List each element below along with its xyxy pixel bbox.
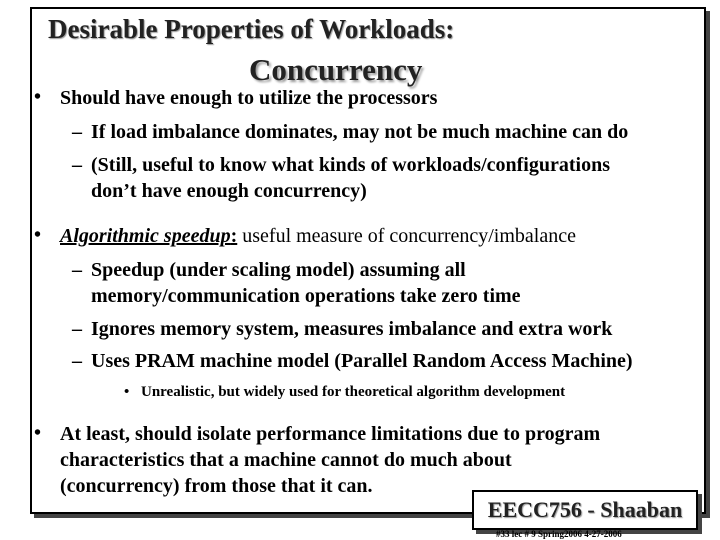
bullet-1-sub-2b: don’t have enough concurrency) — [91, 180, 367, 202]
bullet-marker: • — [34, 422, 42, 444]
bullet-2-sub-1b: memory/communication operations take zero time — [91, 285, 521, 307]
bullet-2-rest: useful measure of concurrency/imbalance — [237, 225, 576, 247]
slide-subtitle: Concurrency — [249, 52, 423, 87]
bullet-2-sub-3-detail: Unrealistic, but widely used for theoretical algorithm development — [141, 384, 566, 400]
bullet-2-term: Algorithmic speedup — [60, 225, 231, 247]
bullet-3-line-2: characteristics that a machine cannot do much about — [60, 449, 512, 471]
course-badge: EECC756 - Shaaban — [472, 490, 698, 530]
dash-marker: – — [72, 259, 82, 281]
dash-marker: – — [72, 318, 82, 340]
dash-marker: – — [72, 350, 82, 372]
bullet-3-line-1: At least, should isolate performance limitations due to program — [60, 423, 601, 445]
slide-title: Desirable Properties of Workloads: — [48, 14, 455, 44]
bullet-marker: • — [34, 224, 42, 246]
slide-footer: #33 lec # 9 Spring2006 4-27-2006 — [496, 529, 622, 539]
bullet-marker: • — [34, 86, 42, 108]
bullet-1-sub-2a: (Still, useful to know what kinds of workloads/configurations — [91, 154, 610, 176]
bullet-2-sub-1a: Speedup (under scaling model) assuming all — [91, 259, 466, 281]
bullet-2-colon: : — [230, 225, 238, 247]
bullet-2-sub-3: Uses PRAM machine model (Parallel Random Access Machine) — [91, 350, 633, 372]
sub-bullet-marker: • — [124, 384, 130, 400]
bullet-3-line-3: (concurrency) from those that it can. — [60, 475, 373, 497]
dash-marker: – — [72, 121, 82, 143]
bullet-1-sub-1: If load imbalance dominates, may not be much machine can do — [91, 121, 629, 143]
bullet-2-sub-2: Ignores memory system, measures imbalance and extra work — [91, 318, 613, 340]
dash-marker: – — [72, 154, 82, 176]
bullet-1-text: Should have enough to utilize the processors — [60, 87, 438, 109]
bullet-2-text — [60, 225, 576, 248]
